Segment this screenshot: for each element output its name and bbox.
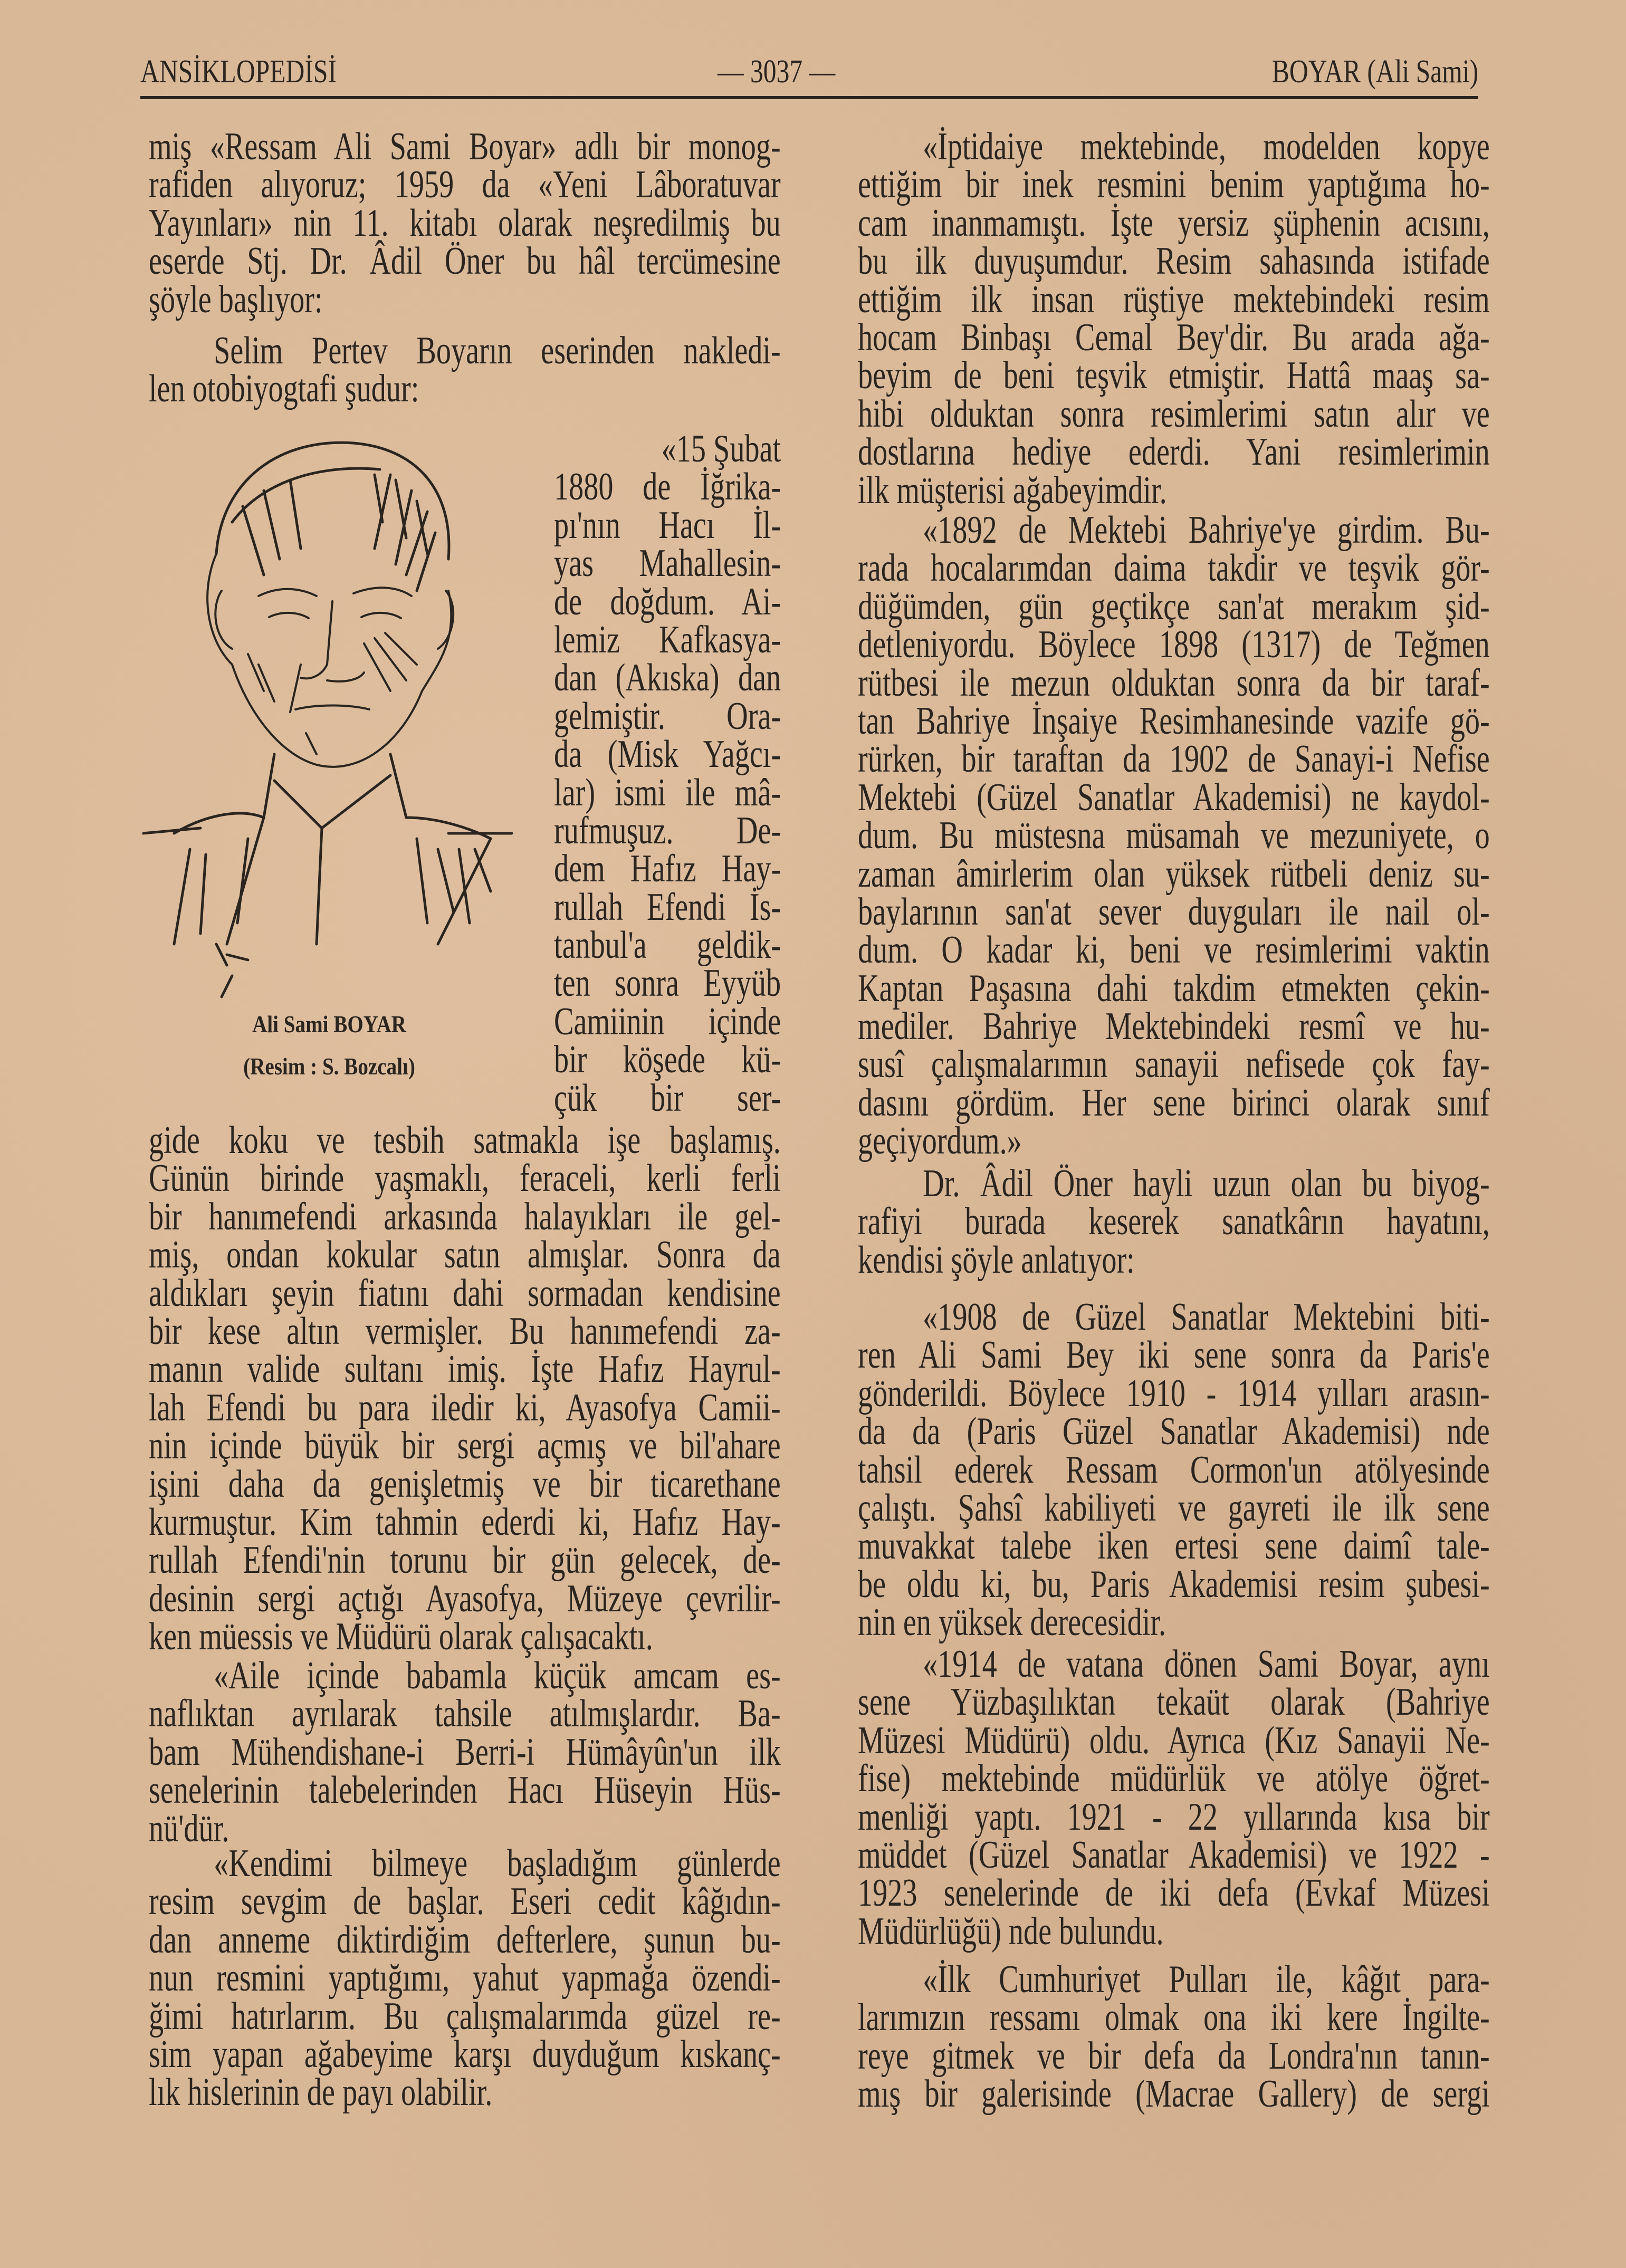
right-paragraph-5 bbox=[858, 1642, 1490, 1953]
text-line: Kaptan Paşasına dahi takdim etmekten çekin- bbox=[858, 966, 1490, 1010]
text-line: Müzesi Müdürü) oldu. Ayrıca (Kız Sanayii Ne- bbox=[858, 1718, 1490, 1762]
text-line: hibi olduktan sonra resimlerimi satın alır ve bbox=[858, 392, 1490, 436]
text-line: nun resmini yaptığımı, yahut yapmağa özendi- bbox=[149, 1956, 781, 2000]
text-line: tanbul'a geldik- bbox=[554, 924, 781, 967]
text-line: ettiğim bir inek resmini benim yaptığıma ho- bbox=[858, 163, 1490, 207]
text-line: çük bir ser- bbox=[554, 1076, 781, 1120]
face-sketch bbox=[207, 554, 453, 767]
header-rule bbox=[140, 96, 1478, 99]
text-line: miş «Ressam Ali Sami Boyar» adlı bir monog- bbox=[149, 125, 781, 168]
right-paragraph-6 bbox=[858, 1958, 1490, 2116]
text-line: rada hocalarımdan daima takdir ve teşvik gör- bbox=[858, 546, 1490, 590]
text-line: lemiz Kafkasya- bbox=[554, 618, 781, 661]
paragraph-text bbox=[858, 125, 1490, 512]
text-line: kendisi şöyle anlatıyor: bbox=[858, 1238, 1135, 1282]
text-line: len otobiyogtafi şudur: bbox=[149, 367, 419, 411]
text-line: nü'dür. bbox=[149, 1806, 229, 1850]
text-line: bir köşede kü- bbox=[554, 1038, 781, 1082]
portrait-caption-credit: (Resim : S. Bozcalı) bbox=[243, 1053, 415, 1080]
text-line: «1914 de vatana dönen Sami Boyar, aynı bbox=[923, 1642, 1490, 1686]
text-line: menliği yaptı. 1921 - 22 yıllarında kısa bir bbox=[858, 1795, 1490, 1839]
text-line: da (Misk Yağcı- bbox=[554, 733, 781, 776]
text-line: düğümden, gün geçtikçe san'at merakım şid- bbox=[858, 584, 1490, 628]
text-line: de doğdum. Ai- bbox=[554, 580, 781, 623]
left-paragraph-2 bbox=[149, 329, 781, 411]
text-line: aldıkları şeyin fiatını dahi sormadan kendisine bbox=[149, 1271, 781, 1315]
text-line: lar) ismi ile mâ- bbox=[554, 771, 781, 814]
text-line: «İptidaiye mektebinde, modelden kopye bbox=[923, 125, 1490, 168]
text-line: bir hanımefendi arkasında halayıkları ile gel- bbox=[149, 1195, 781, 1238]
text-line: da da (Paris Güzel Sanatlar Akademisi) nde bbox=[858, 1410, 1490, 1454]
text-line: ettiğim ilk insan rüştiye mektebindeki resim bbox=[858, 277, 1490, 321]
text-line: bam Mühendishane-i Berri-i Hümâyûn'un ilk bbox=[149, 1730, 781, 1774]
text-line: rullah Efendi İs- bbox=[554, 885, 781, 929]
text-line: detleniyordu. Böylece 1898 (1317) de Teğmen bbox=[858, 623, 1490, 667]
text-line: naflıktan ayrılarak tahsile atılmışlardır. Ba- bbox=[149, 1692, 781, 1736]
text-line: gelmiştir. Ora- bbox=[554, 694, 781, 738]
paragraph-text bbox=[149, 1842, 781, 2115]
text-line: beyim de beni teşvik etmiştir. Hattâ maaş sa- bbox=[858, 354, 1490, 398]
page-number: — 3037 — bbox=[718, 54, 836, 90]
text-line: rafiden alıyoruz; 1959 da «Yeni Lâboratuvar bbox=[149, 163, 781, 207]
text-line: muvakkat talebe iken ertesi sene daimî tale- bbox=[858, 1524, 1490, 1568]
text-line: rürken, bir taraftan da 1902 de Sanayi-i Nefise bbox=[858, 737, 1490, 781]
text-line: dem Hafız Hay- bbox=[554, 847, 781, 891]
text-line: cam inanmamıştı. İşte yersiz şüphenin acısını, bbox=[858, 201, 1490, 245]
left-paragraph-1 bbox=[149, 125, 781, 321]
right-paragraph-4 bbox=[858, 1295, 1490, 1645]
portrait-caption-name: Ali Sami BOYAR bbox=[252, 1011, 406, 1037]
text-line: nin en yüksek derecesidir. bbox=[858, 1601, 1166, 1645]
text-line: ren Ali Sami Bey iki sene sonra da Paris'e bbox=[858, 1333, 1490, 1377]
text-line: tan Bahriye İnşaiye Resimhanesinde vazife gö- bbox=[858, 699, 1490, 743]
right-paragraph-2 bbox=[858, 508, 1490, 1163]
text-line: bu ilk duyuşumdur. Resim sahasında istifade bbox=[858, 239, 1490, 283]
text-line: Günün birinde yaşmaklı, feraceli, kerli ferli bbox=[149, 1157, 781, 1200]
paragraph-text bbox=[858, 1295, 1490, 1645]
text-line: eserde Stj. Dr. Âdil Öner bu hâl tercümesine bbox=[149, 239, 781, 283]
text-line: sim yapan ağabeyime karşı duyduğum kıskanç- bbox=[149, 2032, 781, 2076]
right-paragraph-1 bbox=[858, 125, 1490, 512]
text-line: Mektebi (Güzel Sanatlar Akademisi) ne kaydol- bbox=[858, 775, 1490, 819]
text-line: dan anneme diktirdiğim defterlere, şunun bu- bbox=[149, 1918, 781, 1962]
text-line: desinin sergi açtığı Ayasofya, Müzeye çevrilir- bbox=[149, 1577, 781, 1620]
text-line: ken müessis ve Müdürü olarak çalışacaktı. bbox=[149, 1615, 653, 1659]
text-line: işini daha da genişletmiş ve bir ticarethane bbox=[149, 1462, 781, 1506]
text-line: rütbesi ile mezun olduktan sonra da bir taraf- bbox=[858, 661, 1490, 705]
text-line: ilk müşterisi ağabeyimdir. bbox=[858, 468, 1167, 512]
text-line: tahsil ederek Ressam Cormon'un atölyesinde bbox=[858, 1448, 1490, 1492]
right-paragraph-3 bbox=[858, 1162, 1490, 1282]
text-line: geçiyordum.» bbox=[858, 1119, 1022, 1163]
text-line: dum. Bu müstesna müsamah ve mezuniyete, o bbox=[858, 814, 1490, 858]
text-line: hocam Binbaşı Cemal Bey'dir. Bu arada ağa- bbox=[858, 315, 1490, 359]
text-line: Dr. Âdil Öner hayli uzun olan bu biyog- bbox=[923, 1162, 1490, 1205]
text-line: «İlk Cumhuriyet Pulları ile, kâğıt para- bbox=[923, 1958, 1490, 2001]
text-line: «Aile içinde babamla küçük amcam es- bbox=[214, 1654, 781, 1697]
text-line: «15 Şubat bbox=[661, 427, 781, 470]
paragraph-text bbox=[149, 1119, 781, 1659]
text-line: mış bir galerisinde (Macrae Gallery) de sergi bbox=[858, 2072, 1490, 2116]
left-narrow-paragraph bbox=[554, 427, 781, 1120]
paragraph-text bbox=[858, 1642, 1490, 1953]
text-line: gönderildi. Böylece 1910 - 1914 yılları arasın- bbox=[858, 1371, 1490, 1415]
collar-and-jacket-sketch bbox=[142, 754, 512, 997]
text-line: sene Yüzbaşılıktan tekaüt olarak (Bahriye bbox=[858, 1680, 1490, 1724]
paragraph-text bbox=[858, 1162, 1490, 1282]
left-paragraph-4 bbox=[149, 1654, 781, 1850]
text-line: «1908 de Güzel Sanatlar Mektebini biti- bbox=[923, 1295, 1490, 1339]
paragraph-text bbox=[149, 125, 781, 321]
text-line: 1923 senelerinde de iki defa (Evkaf Müzesi bbox=[858, 1871, 1490, 1915]
text-line: rufmuşuz. De- bbox=[554, 809, 781, 852]
text-line: dostlarına hediye ederdi. Yani resimlerimin bbox=[858, 430, 1490, 474]
text-line: gide koku ve tesbih satmakla işe başlamış. bbox=[149, 1119, 781, 1162]
left-paragraph-5 bbox=[149, 1842, 781, 2115]
paragraph-text bbox=[149, 329, 781, 411]
text-line: Yayınları» nin 11. kitabı olarak neşredilmiş bu bbox=[149, 201, 781, 245]
paragraph-text bbox=[149, 1654, 781, 1850]
text-line: miş, ondan kokular satın almışlar. Sonra da bbox=[149, 1233, 781, 1277]
text-line: şöyle başlıyor: bbox=[149, 277, 323, 321]
text-line: baylarının san'at sever duyguları ile nail ol- bbox=[858, 890, 1490, 934]
running-header-right: BOYAR (Ali Sami) bbox=[1271, 54, 1478, 90]
text-line: Selim Pertev Boyarın eserinden nakledi- bbox=[214, 329, 781, 372]
text-line: yas Mahallesin- bbox=[554, 542, 781, 585]
paragraph-text bbox=[858, 508, 1490, 1163]
portrait-illustration bbox=[142, 417, 517, 1013]
text-line: 1880 de İğrika- bbox=[554, 465, 781, 509]
text-line: mediler. Bahriye Mektebindeki resmî ve hu- bbox=[858, 1005, 1490, 1049]
text-line: susî çalışmalarımın sanayii nefisede çok fay- bbox=[858, 1043, 1490, 1087]
running-header-left: ANSİKLOPEDİSİ bbox=[140, 54, 337, 90]
text-line: rafiyi burada keserek sanatkârın hayatını, bbox=[858, 1200, 1490, 1244]
text-line: larımızın ressamı olmak ona iki kere İngilte- bbox=[858, 1996, 1490, 2040]
text-line: çalıştı. Şahsî kabiliyeti ve gayreti ile ilk sene bbox=[858, 1486, 1490, 1530]
left-paragraph-3 bbox=[149, 1119, 781, 1659]
text-line: reye gitmek ve bir defa da Londra'nın tanın- bbox=[858, 2034, 1490, 2078]
text-line: «Kendimi bilmeye başladığım günlerde bbox=[214, 1842, 781, 1885]
text-line: zaman âmirlerim olan yüksek rütbeli deniz su- bbox=[858, 852, 1490, 896]
text-line: lah Efendi bu para iledir ki, Ayasofya Camii- bbox=[149, 1386, 781, 1429]
text-line: resim sevgim de başlar. Eseri cedit kâğıdın- bbox=[149, 1880, 781, 1924]
text-line: dum. O kadar ki, beni ve resimlerimi vaktin bbox=[858, 928, 1490, 972]
text-line: fise) mektebinde müdürlük ve atölye öğret- bbox=[858, 1757, 1490, 1801]
text-line: müddet (Güzel Sanatlar Akademisi) ve 1922 - bbox=[858, 1833, 1490, 1877]
text-line: dan (Akıska) dan bbox=[554, 656, 781, 700]
text-line: manın valide sultanı imiş. İşte Hafız Hayrul- bbox=[149, 1348, 781, 1391]
text-line: lık hislerinin de payı olabilir. bbox=[149, 2071, 493, 2115]
text-line: kurmuştur. Kim tahmin ederdi ki, Hafız Hay- bbox=[149, 1500, 781, 1544]
text-line: Müdürlüğü) nde bulundu. bbox=[858, 1909, 1164, 1953]
text-line: dasını gördüm. Her sene birinci olarak sınıf bbox=[858, 1081, 1490, 1125]
text-line: senelerinin talebelerinden Hacı Hüseyin Hüs- bbox=[149, 1769, 781, 1812]
text-line: nin içinde büyük bir sergi açmış ve bil'ahare bbox=[149, 1424, 781, 1468]
text-line: bir kese altın vermişler. Bu hanımefendi za- bbox=[149, 1309, 781, 1353]
text-line: be oldu ki, bu, Paris Akademisi resim şubesi- bbox=[858, 1562, 1490, 1606]
text-line: ten sonra Eyyüb bbox=[554, 962, 781, 1005]
text-line: pı'nın Hacı İl- bbox=[554, 503, 781, 547]
text-line: «1892 de Mektebi Bahriye'ye girdim. Bu- bbox=[923, 508, 1490, 552]
text-line: rullah Efendi'nin torunu bir gün gelecek, de- bbox=[149, 1539, 781, 1582]
paragraph-text bbox=[858, 1958, 1490, 2116]
hair-sketch bbox=[216, 443, 449, 591]
text-line: ğimi hatırlarım. Bu çalışmalarımda güzel re- bbox=[149, 1994, 781, 2038]
text-line: Camiinin içinde bbox=[554, 1000, 781, 1043]
paragraph-text bbox=[554, 427, 781, 1120]
